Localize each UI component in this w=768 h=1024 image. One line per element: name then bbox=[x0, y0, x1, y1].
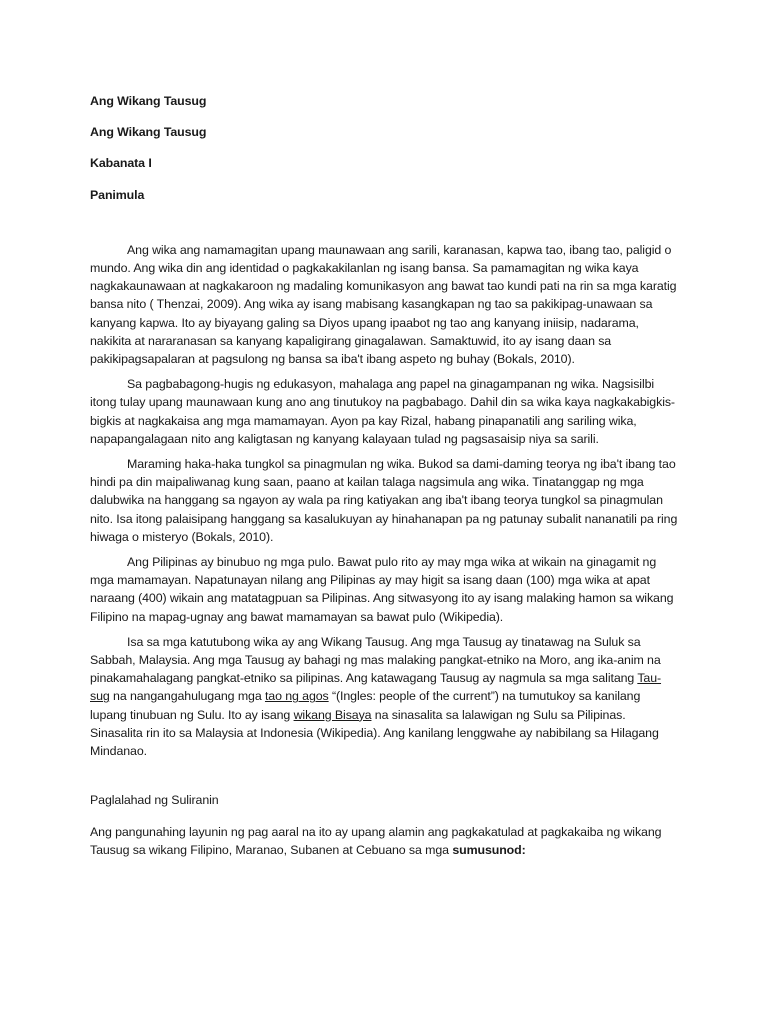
paragraph-5 bbox=[90, 633, 680, 760]
paragraph-suliranin-text: Ang pangunahing layunin ng pag aaral na ito ay upang alamin ang pagkakatulad at pagkakaiba ng wikang Tausug sa wikang Filipino, Maranao, Subanen at Cebuano sa mga bbox=[90, 824, 662, 857]
paragraph-suliranin-bold: sumusunod: bbox=[452, 842, 526, 857]
paragraph-5-text-d: na sinasalita sa lalawigan ng Sulu sa Pilipinas. Sinasalita rin ito sa Malaysia at Indonesia (Wikipedia). Ang kanilang lenggwahe ay nabibilang sa Hilagang Mindanao. bbox=[90, 707, 659, 759]
paragraph-2: Sa pagbabagong-hugis ng edukasyon, mahalaga ang papel na ginagampanan ng wika. Nagsisilbi itong tulay upang maunawaan kung ano ang tinutukoy na pagbabago. Dahil din sa wika kaya nagkakabigkis-bigkis at nagkakaisa ang mga mamamayan. Ayon pa kay Rizal, habang pinapanatili ang sariling wika, napapangalagaan nito ang kaligtasan ng kanyang kalayaan tulad ng pagsasaisip niya sa sarili. bbox=[90, 377, 675, 446]
paragraph-suliranin bbox=[90, 823, 680, 859]
paragraph-5-text-b: na nangangahulugang mga bbox=[109, 689, 265, 704]
link-wikang-bisaya[interactable]: wikang Bisaya bbox=[293, 707, 372, 722]
chapter-heading: Kabanata I bbox=[90, 156, 152, 171]
section-heading-suliranin: Paglalahad ng Suliranin bbox=[90, 793, 219, 808]
paragraph-5-text-c: “(Ingles: people of the current”) na tumutukoy sa kanilang lupang tinubuan ng Sulu. Ito ay isang bbox=[90, 689, 641, 722]
link-tao-ng-agos[interactable]: tao ng agos bbox=[264, 689, 329, 704]
paragraph-3: Maraming haka-haka tungkol sa pinagmulan ng wika. Bukod sa dami-daming teorya ng iba't ibang tao hindi pa din maipaliwanag kung saan, paano at kailan talaga nagsimula ang wika. Tinatanggap ng mga dalubwika na hanggang sa ngayon ay wala pa ring katiyakan ang iba't ibang teorya tungkol sa pinagmulan nito. Isa itong palaisipang hanggang sa kasalukuyan ay hinahanapan pa ng patunay subalit nananatili pa ring hiwaga o misteryo (Bokals, 2010). bbox=[90, 457, 678, 544]
link-tau-sug[interactable]: Tau-sug bbox=[90, 671, 662, 704]
document-body bbox=[90, 92, 680, 859]
section-heading-panimula: Panimula bbox=[90, 187, 145, 202]
document-title: Ang Wikang Tausug bbox=[90, 94, 207, 108]
paragraph-5-text-a: Isa sa mga katutubong wika ay ang Wikang Tausug. Ang mga Tausug ay tinatawag na Suluk sa Sabbah, Malaysia. Ang mga Tausug ay bahagi ng mas malaking pangkat-etniko na Moro, ang ika-anim na pinakamahalagang pangkat-etniko sa pilipinas. Ang katawagang Tausug ay nagmula sa mga salitang bbox=[90, 634, 661, 686]
spacer bbox=[90, 217, 680, 241]
spacer bbox=[90, 767, 680, 791]
document-subtitle: Ang Wikang Tausug bbox=[90, 125, 207, 140]
paragraph-1: Ang wika ang namamagitan upang maunawaan ang sarili, karanasan, kapwa tao, ibang tao, paligid o mundo. Ang wika din ang identidad o pagkakakilanlan ng isang bansa. Sa pamamagitan ng wika kaya nagkakaunawaan at nagkakaroon ng madaling komunikasyon ang bawat tao kundi pati na rin sa mga karatig bansa nito ( Thenzai, 2009). Ang wika ay isang mabisang kasangkapan ng tao sa pakikipag-unawaan sa kanyang kapwa. Ito ay biyayang galing sa Diyos upang ipaabot ng tao ang kanyang iniisip, nadarama, nakikita at nararanasan sa kanyang kapaligirang ginagalawan. Samaktuwid, ito ay isang daan sa pakikipagsapalaran at pagsulong ng bansa sa iba't ibang aspeto ng buhay (Bokals, 2010). bbox=[90, 242, 677, 367]
paragraph-4: Ang Pilipinas ay binubuo ng mga pulo. Bawat pulo rito ay may mga wika at wikain na ginagamit ng mga mamamayan. Napatunayan nilang ang Pilipinas ay may higit sa isang daan (100) mga wika at apat naraang (400) wikain ang matatagpuan sa Pilipinas. Ang sitwasyong ito ay isang malaking hamon sa wikang Filipino na mapag-ugnay ang bawat mamamayan sa bawat pulo (Wikipedia). bbox=[90, 555, 674, 624]
